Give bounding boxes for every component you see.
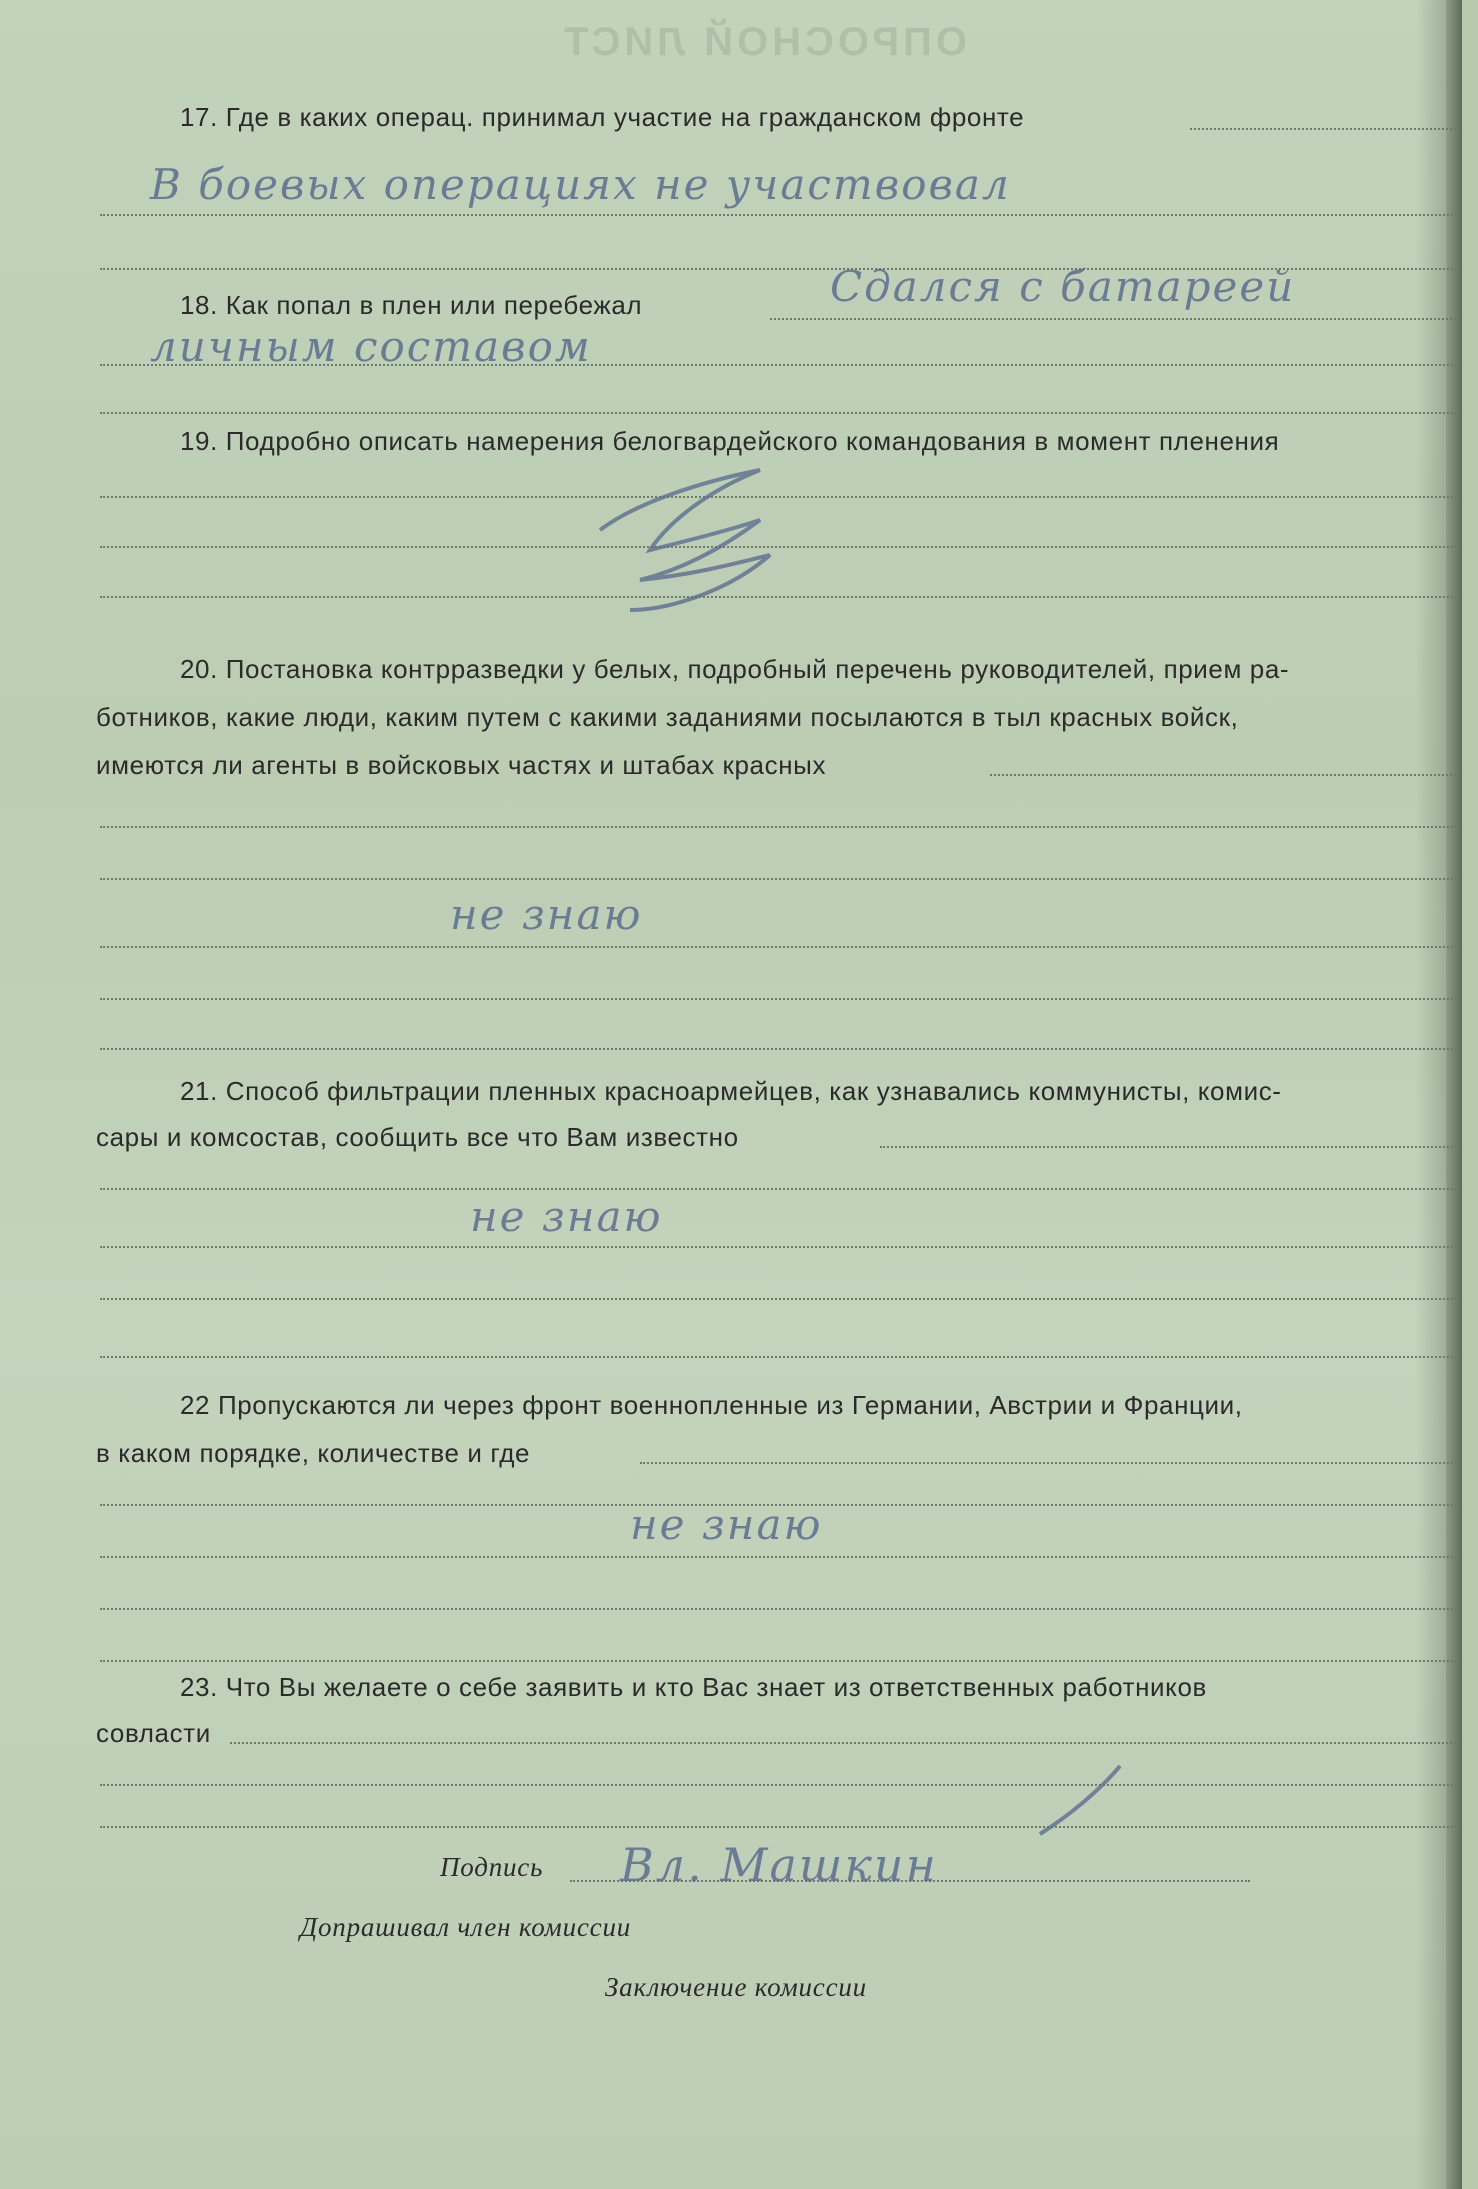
answer-22-handwriting: не знаю <box>630 1500 823 1549</box>
answer-line <box>230 1742 1460 1744</box>
header-bleed-through: ОПРОСНОЙ ЛИСТ <box>560 20 968 64</box>
answer-line <box>990 774 1460 776</box>
answer-line <box>100 946 1460 948</box>
answer-line <box>100 998 1460 1000</box>
answer-line <box>770 318 1460 320</box>
answer-17-handwriting: В боевых операциях не участвовал <box>150 160 1011 209</box>
slash-mark <box>1020 1760 1140 1840</box>
answer-line <box>100 1048 1460 1050</box>
question-21-line-2: сары и комсостав, сообщить все что Вам известно <box>96 1122 739 1152</box>
signature-handwriting: Вл. Машкин <box>620 1838 938 1892</box>
answer-line <box>100 1188 1460 1190</box>
question-18: 18. Как попал в плен или перебежал <box>180 290 643 320</box>
answer-line <box>100 826 1460 828</box>
answer-line <box>100 364 1460 366</box>
question-22-line-1: 22 Пропускаются ли через фронт военнопленные из Германии, Австрии и Франции, <box>180 1390 1243 1420</box>
answer-line <box>100 878 1460 880</box>
scribble-mark <box>560 460 820 620</box>
answer-line <box>100 1298 1460 1300</box>
answer-21-handwriting: не знаю <box>470 1192 663 1241</box>
question-19: 19. Подробно описать намерения белогвардейского командования в момент пленения <box>180 426 1280 456</box>
interrogated-by-label: Допрашивал член комиссии <box>300 1912 632 1942</box>
question-20-line-2: ботников, какие люди, каким путем с какими заданиями посылаются в тыл красных войск, <box>96 702 1239 732</box>
signature-label: Подпись <box>440 1852 544 1882</box>
answer-line <box>100 214 1460 216</box>
answer-line <box>100 1246 1460 1248</box>
question-23-line-2: совласти <box>96 1718 211 1748</box>
question-20-line-3: имеются ли агенты в войсковых частях и штабах красных <box>96 750 827 780</box>
commission-conclusion-label: Заключение комиссии <box>605 1972 867 2002</box>
question-17: 17. Где в каких операц. принимал участие на гражданском фронте <box>180 102 1025 132</box>
question-21-line-1: 21. Способ фильтрации пленных красноармейцев, как узнавались коммунисты, комис- <box>180 1076 1282 1106</box>
answer-line <box>100 1608 1460 1610</box>
answer-line <box>100 1556 1460 1558</box>
question-20-line-1: 20. Постановка контрразведки у белых, подробный перечень руководителей, прием ра- <box>180 654 1290 684</box>
answer-line <box>100 1660 1460 1662</box>
answer-18-handwriting-2: личным составом <box>150 322 592 371</box>
question-22-line-2: в каком порядке, количестве и где <box>96 1438 531 1468</box>
answer-18-handwriting-1: Сдался с батареей <box>830 262 1296 311</box>
answer-line <box>100 1784 1460 1786</box>
answer-20-handwriting: не знаю <box>450 890 643 939</box>
answer-line <box>1190 128 1460 130</box>
answer-line <box>880 1146 1460 1148</box>
answer-line <box>640 1462 1460 1464</box>
answer-line <box>100 1826 1460 1828</box>
answer-line <box>100 1356 1460 1358</box>
question-23-line-1: 23. Что Вы желаете о себе заявить и кто Вас знает из ответственных работников <box>180 1672 1207 1702</box>
answer-line <box>100 412 1460 414</box>
